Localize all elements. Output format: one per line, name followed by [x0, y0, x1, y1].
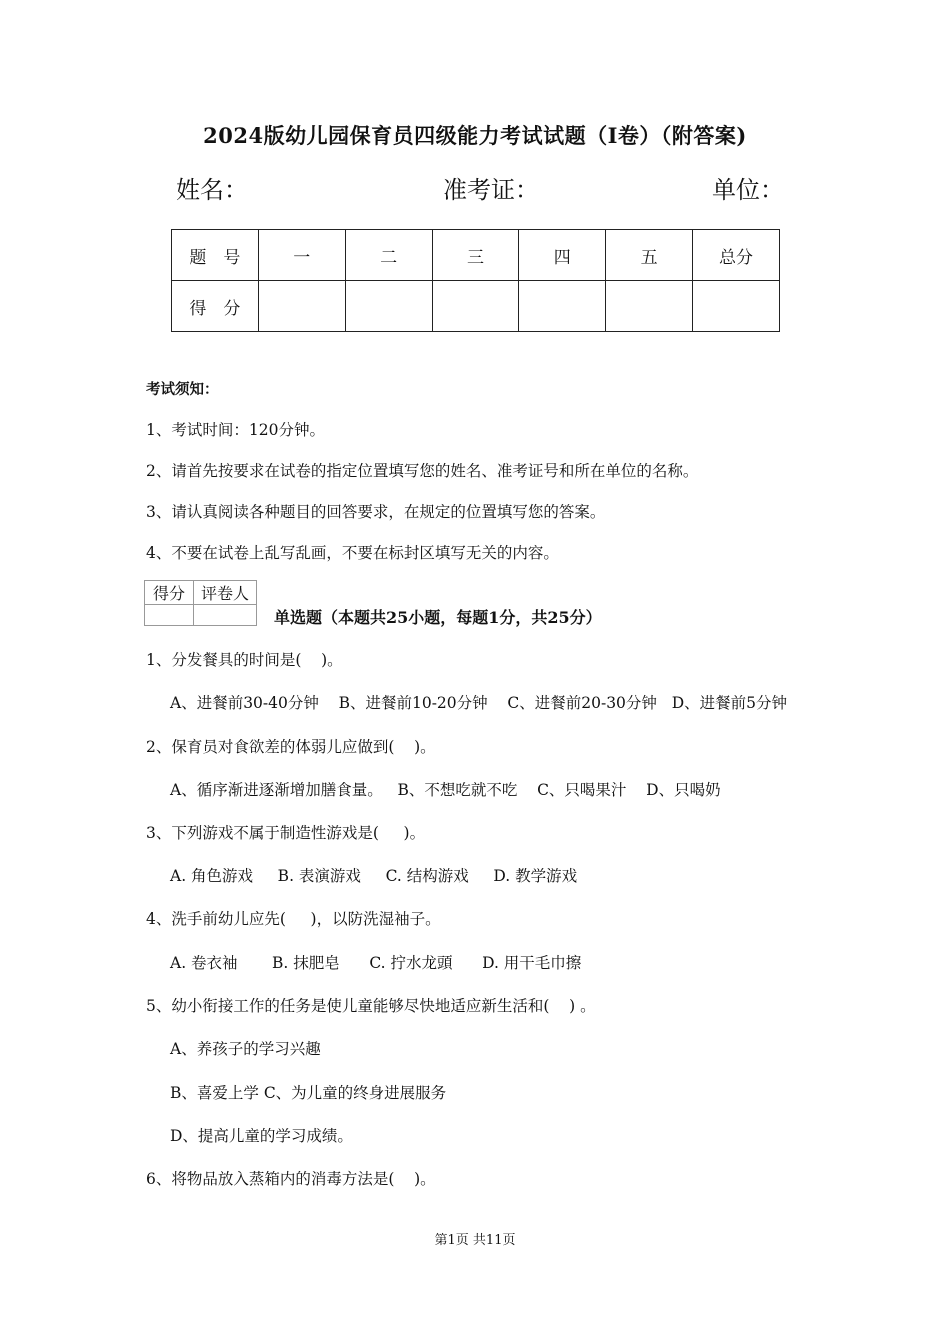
score-table-score-row	[172, 281, 780, 332]
grader-score-label: 得分	[145, 581, 194, 605]
score-cell[interactable]	[345, 281, 432, 332]
question-options: A. 角色游戏 B. 表演游戏 C. 结构游戏 D. 教学游戏	[170, 867, 578, 885]
score-cell[interactable]	[693, 281, 780, 332]
score-table-header-cell: 题 号	[172, 230, 259, 281]
score-table-header-cell: 五	[606, 230, 693, 281]
grader-score-cell[interactable]	[145, 605, 194, 626]
notice-item: 3、请认真阅读各种题目的回答要求，在规定的位置填写您的答案。	[146, 503, 606, 521]
question-stem: 4、洗手前幼儿应先( )，以防洗湿袖子。	[146, 910, 441, 928]
question-stem: 1、分发餐具的时间是( )。	[146, 651, 343, 669]
question-option: D、提高儿童的学习成绩。	[170, 1127, 353, 1145]
question-option: A、养孩子的学习兴趣	[170, 1040, 321, 1058]
grader-box	[144, 580, 257, 626]
question-stem: 6、将物品放入蒸箱内的消毒方法是( )。	[146, 1170, 436, 1188]
score-table-header-cell: 四	[519, 230, 606, 281]
score-cell[interactable]	[606, 281, 693, 332]
grader-reviewer-label: 评卷人	[194, 581, 257, 605]
grader-reviewer-cell[interactable]	[194, 605, 257, 626]
question-option: B、喜爱上学 C、为儿童的终身进展服务	[170, 1084, 447, 1102]
page-footer: 第1页 共11页	[434, 1233, 516, 1248]
question-options: A、进餐前30-40分钟 B、进餐前10-20分钟 C、进餐前20-30分钟 D、进餐前5分钟	[170, 694, 787, 712]
notice-heading: 考试须知：	[146, 381, 219, 398]
score-row-label: 得 分	[172, 281, 259, 332]
exam-id-field-label: 准考证：	[443, 176, 539, 204]
notice-item: 2、请首先按要求在试卷的指定位置填写您的姓名、准考证号和所在单位的名称。	[146, 462, 699, 480]
question-options: A、循序渐进逐渐增加膳食量。 B、不想吃就不吃 C、只喝果汁 D、只喝奶	[170, 781, 721, 799]
score-table-header-cell: 总分	[693, 230, 780, 281]
score-table-header-cell: 一	[258, 230, 345, 281]
notice-item: 1、考试时间：120分钟。	[146, 421, 325, 439]
question-stem: 2、保育员对食欲差的体弱儿应做到( )。	[146, 738, 436, 756]
question-stem: 3、下列游戏不属于制造性游戏是( )。	[146, 824, 426, 842]
notice-item: 4、不要在试卷上乱写乱画，不要在标封区填写无关的内容。	[146, 544, 559, 562]
question-options: A. 卷衣袖 B. 抹肥皂 C. 拧水龙頭 D. 用干毛巾擦	[170, 954, 582, 972]
score-table-header-cell: 二	[345, 230, 432, 281]
unit-field-label: 单位：	[712, 176, 784, 204]
question-stem: 5、幼小衔接工作的任务是使儿童能够尽快地适应新生活和( ) 。	[146, 997, 596, 1015]
score-cell[interactable]	[519, 281, 606, 332]
name-field-label: 姓名：	[176, 176, 248, 204]
score-cell[interactable]	[258, 281, 345, 332]
score-cell[interactable]	[432, 281, 519, 332]
exam-title: 2024版幼儿园保育员四级能力考试试题（I卷）（附答案)	[203, 123, 747, 148]
section-title: 单选题（本题共25小题，每题1分，共25分）	[274, 608, 602, 627]
score-table	[171, 229, 780, 332]
score-table-header-row	[172, 230, 780, 281]
score-table-header-cell: 三	[432, 230, 519, 281]
